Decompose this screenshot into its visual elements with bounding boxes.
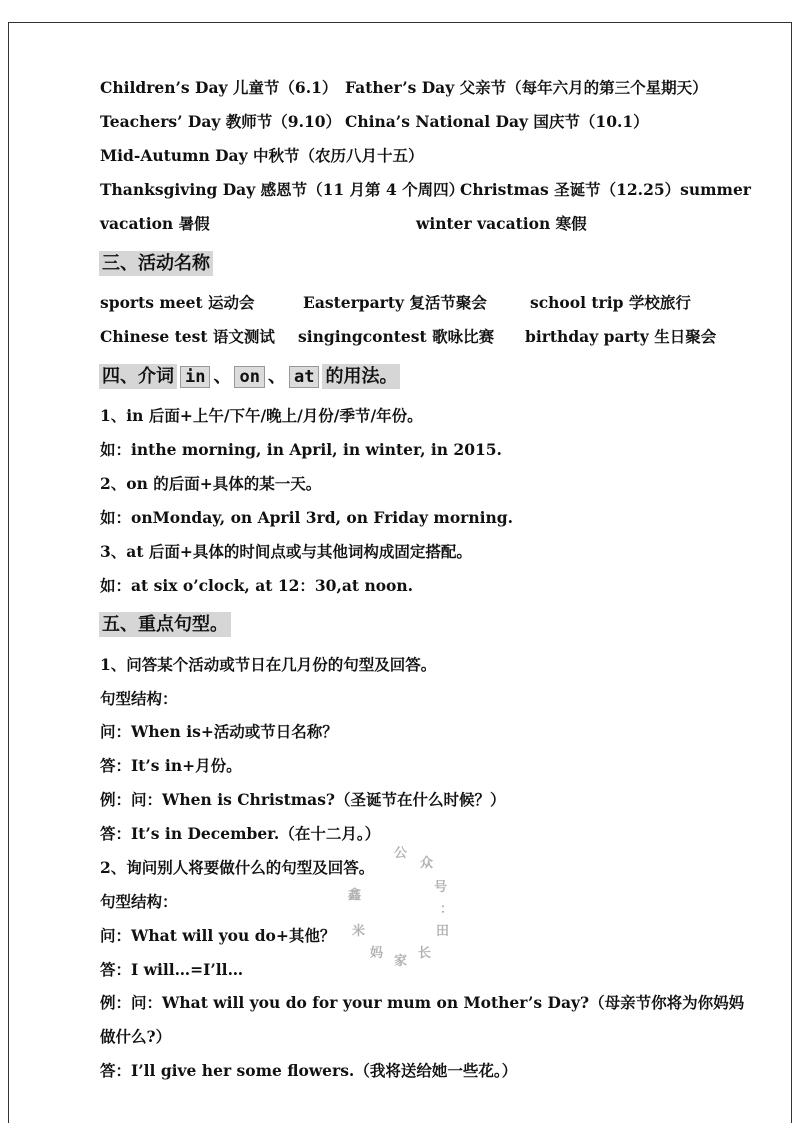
preposition-at: at [289,366,319,388]
section5-line: 答：It’s in December.（在十二月。） [100,824,381,843]
vocab-summer-vacation: vacation 暑假 [100,214,210,233]
activity-singing-contest: singingcontest 歌咏比赛 [298,327,495,346]
section5-title: 五、重点句型。 [99,612,231,637]
section4-line: 3、at 后面+具体的时间点或与其他词构成固定搭配。 [100,542,472,561]
activity-easter-party: Easterparty 复活节聚会 [303,293,487,312]
section5-line: 答：I will…=I’ll… [100,960,244,979]
stamp-char: ： [440,902,454,917]
activity-sports-meet: sports meet 运动会 [100,293,255,312]
stamp-char: 鑫 [348,888,362,903]
vocab-national-day: China’s National Day 国庆节（10.1） [345,112,649,131]
stamp-char: 长 [418,946,432,961]
section4-line: 如：onMonday, on April 3rd, on Friday morning. [100,508,513,527]
section5-line: 例：问：What will you do for your mum on Mother’s Day?（母亲节你将为你妈妈 [100,993,745,1012]
stamp-char: 家 [394,954,408,969]
preposition-in: in [180,366,210,388]
section4-heading [99,362,400,392]
section5-line: 1、问答某个活动或节日在几月份的句型及回答。 [100,655,437,674]
section4-separator: 、 [213,366,232,387]
section5-line: 问：What will you do+其他？ [100,926,336,945]
section5-line: 2、询问别人将要做什么的句型及回答。 [100,858,375,877]
section4-title-prefix: 四、介词 [99,364,177,389]
section5-line: 句型结构： [100,892,178,911]
section5-heading [99,610,231,640]
section5-line: 句型结构： [100,689,178,708]
section4-line: 如：inthe morning, in April, in winter, in 2015. [100,440,502,459]
vocab-fathers-day: Father’s Day 父亲节（每年六月的第三个星期天） [345,78,708,97]
section4-line: 1、in 后面+上午/下午/晚上/月份/季节/年份。 [100,406,423,425]
stamp-char: 公 [394,846,408,861]
activity-chinese-test: Chinese test 语文测试 [100,327,275,346]
vocab-thanksgiving-day: Thanksgiving Day 感恩节（11 月第 4 个周四） [100,180,465,199]
vocab-teachers-day: Teachers’ Day 教师节（9.10） [100,112,342,131]
vocab-christmas: Christmas 圣诞节（12.25）summer [460,180,751,199]
vocab-winter-vacation: winter vacation 寒假 [416,214,587,233]
section5-line: 答：I’ll give her some flowers.（我将送给她一些花。） [100,1061,518,1080]
stamp-char: 众 [420,856,434,871]
section4-line: 2、on 的后面+具体的某一天。 [100,474,322,493]
vocab-mid-autumn-day: Mid-Autumn Day 中秋节（农历八月十五） [100,146,424,165]
section4-title-suffix: 的用法。 [322,364,400,389]
activity-birthday-party: birthday party 生日聚会 [525,327,717,346]
section5-line: 答：It’s in+月份。 [100,756,242,775]
section3-heading [99,249,213,279]
section5-line: 做什么?） [100,1027,172,1046]
stamp-char: 妈 [370,946,384,961]
section4-line: 如：at six o’clock, at 12：30,at noon. [100,576,414,595]
section4-separator: 、 [267,366,286,387]
section5-line: 问：When is+活动或节日名称？ [100,722,338,741]
watermark-stamp [332,838,462,968]
stamp-char: 号 [434,880,448,895]
preposition-on: on [234,366,264,388]
activity-school-trip: school trip 学校旅行 [530,293,691,312]
section5-line: 例：问：When is Christmas?（圣诞节在什么时候？） [100,790,506,809]
section3-title: 三、活动名称 [99,251,213,276]
vocab-childrens-day: Children’s Day 儿童节（6.1） [100,78,338,97]
stamp-char: 田 [436,924,450,939]
stamp-char: 米 [352,924,366,939]
